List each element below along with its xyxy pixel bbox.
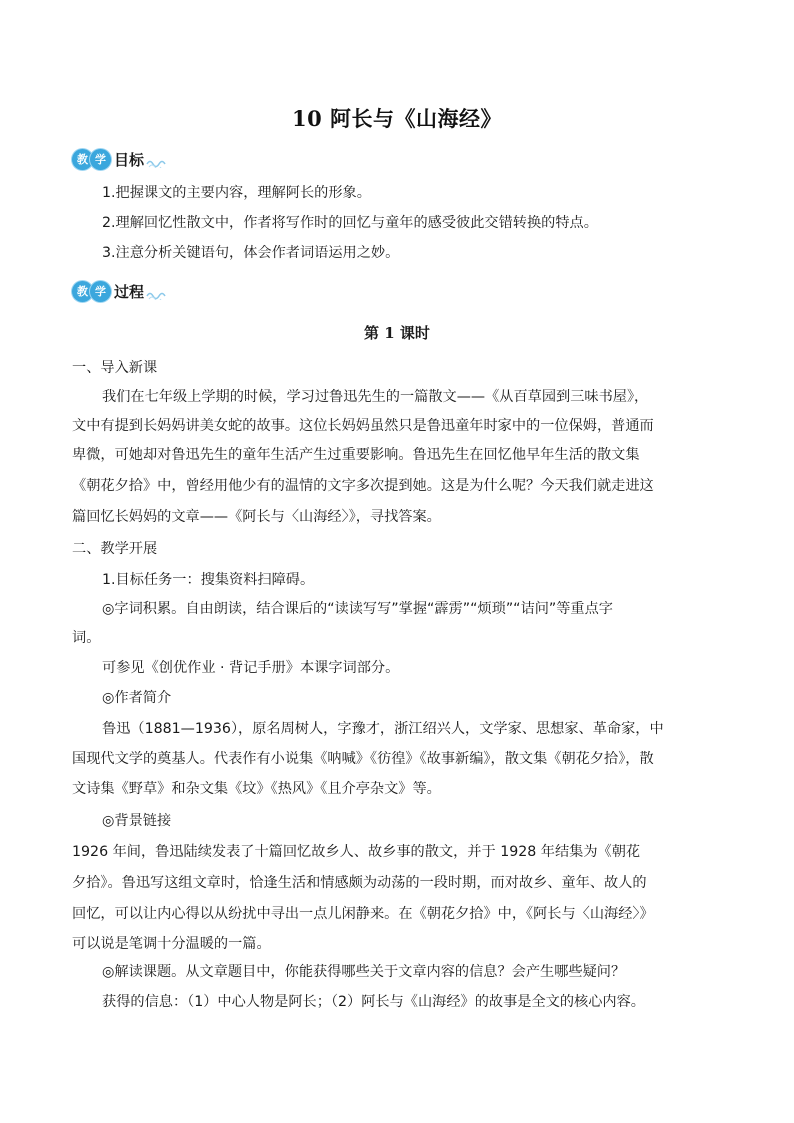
body-line: 鲁迅（1881—1936），原名周树人，字豫才，浙江绍兴人，文学家、思想家、革命家，中: [102, 721, 664, 737]
body-line: ◎解读课题。从文章题目中，你能获得哪些关于文章内容的信息？会产生哪些疑问？: [102, 964, 626, 980]
section-label: 过程: [114, 282, 145, 301]
objective-item: 1.把握课文的主要内容，理解阿长的形象。: [102, 185, 371, 201]
body-subheading: ◎背景链接: [102, 813, 172, 829]
lesson-title: 第 1 课时: [364, 324, 430, 342]
body-line: 1.目标任务一：搜集资料扫障碍。: [102, 572, 315, 588]
body-line: 可以说是笔调十分温暖的一篇。: [72, 936, 271, 952]
body-heading: 二、教学开展: [72, 541, 158, 557]
body-line: 文中有提到长妈妈讲美女蛇的故事。这位长妈妈虽然只是鲁迅童年时家中的一位保姆，普通而: [72, 418, 654, 434]
page-title: 10 阿长与《山海经》: [291, 106, 503, 131]
body-line: 夕拾》。鲁迅写这组文章时，恰逢生活和情感颇为动荡的一段时期，而对故乡、童年、故人的: [72, 875, 647, 891]
wave-decoration-icon: [146, 158, 168, 168]
body-line: ◎字词积累。自由朗读，结合课后的“读读写写”掌握“霹雳”“烦琐”“诘问”等重点字: [102, 601, 613, 617]
section-badge: [72, 281, 108, 302]
body-line: 获得的信息：（1）中心人物是阿长；（2）阿长与《山海经》的故事是全文的核心内容。: [102, 994, 645, 1010]
body-line: 卑微，可她却对鲁迅先生的童年生活产生过重要影响。鲁迅先生在回忆他早年生活的散文集: [72, 447, 640, 463]
section-badge: [72, 149, 108, 170]
badge-char: 学: [90, 149, 111, 170]
section-heading-process: [72, 279, 168, 303]
section-label: 目标: [114, 150, 145, 169]
wave-decoration-icon: [146, 290, 168, 300]
body-line: 回忆，可以让内心得以从纷扰中寻出一点儿闲静来。在《朝花夕拾》中，《阿长与〈山海经〉》: [72, 906, 654, 922]
badge-char: 学: [90, 281, 111, 302]
objective-item: 2.理解回忆性散文中，作者将写作时的回忆与童年的感受彼此交错转换的特点。: [102, 215, 598, 231]
section-heading-objectives: [72, 147, 168, 171]
body-line: 可参见《创优作业 · 背记手册》本课字词部分。: [102, 660, 400, 676]
body-heading: 一、导入新课: [72, 360, 158, 376]
body-line: 词。: [72, 630, 101, 646]
objective-item: 3.注意分析关键语句，体会作者词语运用之妙。: [102, 245, 400, 261]
body-subheading: ◎作者简介: [102, 690, 172, 706]
body-line: 1926 年间，鲁迅陆续发表了十篇回忆故乡人、故乡事的散文，并于 1928 年结集为《朝花: [72, 844, 641, 860]
badge-char: 教: [72, 149, 93, 170]
body-line: 文诗集《野草》和杂文集《坟》《热风》《且介亭杂文》等。: [72, 781, 441, 797]
body-line: 我们在七年级上学期的时候，学习过鲁迅先生的一篇散文——《从百草园到三味书屋》，: [102, 389, 649, 405]
body-line: 篇回忆长妈妈的文章——《阿长与〈山海经〉》，寻找答案。: [72, 509, 441, 525]
badge-char: 教: [72, 281, 93, 302]
body-line: 《朝花夕拾》中，曾经用他少有的温情的文字多次提到她。这是为什么呢？今天我们就走进这: [72, 478, 654, 494]
body-line: 国现代文学的奠基人。代表作有小说集《呐喊》《彷徨》《故事新编》，散文集《朝花夕拾》，散: [72, 751, 654, 767]
